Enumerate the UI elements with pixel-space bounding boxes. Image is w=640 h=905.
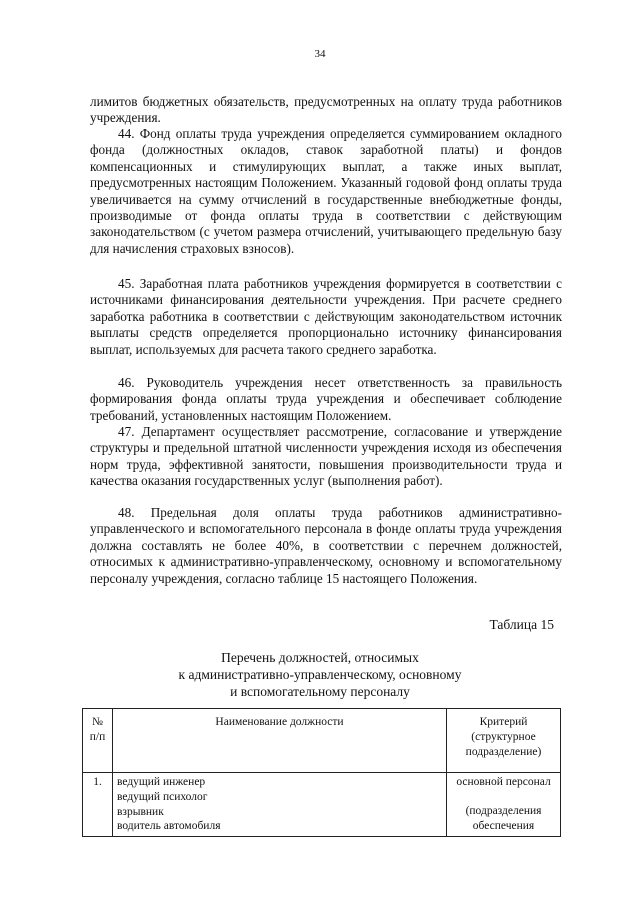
- table-label: Таблица 15: [489, 617, 554, 632]
- table-row: [83, 773, 561, 837]
- criterion-cell: [447, 773, 561, 837]
- position-list: [113, 773, 447, 837]
- table-title-line: и вспомогательному персоналу: [230, 684, 410, 699]
- paragraph-44: 44. Фонд оплаты труда учреждения определяется суммированием окладного фонда (должностных окладов, ставок заработной платы) и фондов компенсационных и стимулирующих выплат, а также иных выплат, предусмотренных настоящим Положением. Указанный годовой фонд оплаты труда увеличивается на сумму отчислений в государственные внебюджетные фонды, производимые от фонда оплаты труда в соответствии с действующим законодательством (с учетом размера отчислений, учитывающего предельную базу для начисления страховых взносов).: [90, 126, 562, 256]
- page-number: 34: [314, 48, 326, 60]
- table-title-line: Перечень должностей, относимых: [221, 650, 419, 665]
- position-item: взрывник: [117, 805, 164, 818]
- paragraph-continuation: лимитов бюджетных обязательств, предусмотренных на оплату труда работников учреждения.: [90, 94, 562, 126]
- paragraph-47: 47. Департамент осуществляет рассмотрение, согласование и утверждение структуры и предельной штатной численности учреждения исходя из обеспечения норм труда, эффективной занятости, повышения производительности труда и качества оказания государственных услуг (выполнения работ).: [90, 424, 562, 489]
- positions-table: [82, 708, 561, 837]
- header-number: № п/п: [83, 709, 113, 773]
- paragraph-48: 48. Предельная доля оплаты труда работников административно-управленческого и вспомогательного персонала в фонде оплаты труда учреждения должна составлять не более 40%, в соответствии с перечнем должностей, относимых к административно-управленческому, основному и вспомогательному персоналу учреждения, согласно таблице 15 настоящего Положения.: [90, 505, 562, 586]
- header-position-name: Наименование должности: [113, 709, 447, 773]
- row-number: 1.: [83, 773, 113, 837]
- position-item: ведущий инженер: [117, 776, 206, 788]
- table-header-row: [83, 709, 561, 773]
- table-title: [160, 649, 480, 700]
- criterion-note: (подразделения обеспечения: [465, 804, 542, 832]
- position-item: водитель автомобиля: [117, 820, 221, 833]
- paragraph-46: 46. Руководитель учреждения несет ответственность за правильность формирования фонда оплаты труда учреждения и обеспечивает соблюдение требований, установленных настоящим Положением.: [90, 375, 562, 423]
- header-criterion: Критерий (структурное подразделение): [447, 709, 561, 773]
- position-item: ведущий психолог: [117, 790, 208, 803]
- criterion-main: основной персонал: [456, 776, 551, 788]
- paragraph-45: 45. Заработная плата работников учреждения формируется в соответствии с источниками финансирования деятельности учреждения. При расчете среднего заработка работника в соответствии с действующим законодательством источник выплаты средств определяется пропорционально источнику финансирования выплат, используемых для расчета такого среднего заработка.: [90, 276, 562, 357]
- table-title-line: к административно-управленческому, основному: [178, 667, 462, 682]
